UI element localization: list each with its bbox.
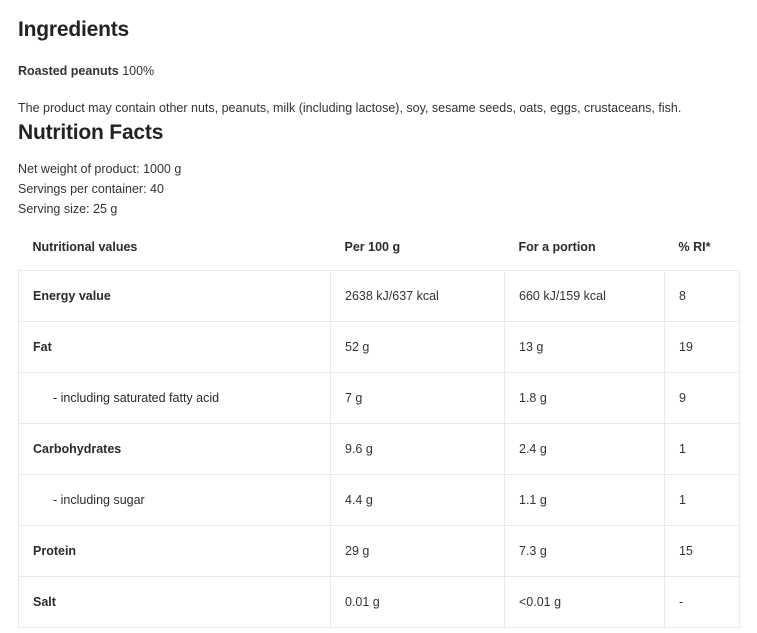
table-row [19,271,740,322]
table-row [19,475,740,526]
allergen-note: The product may contain other nuts, peanuts, milk (including lactose), soy, sesame seeds, oats, eggs, crustaceans, fish. [18,101,682,115]
column-header-ri: % RI* [678,240,711,254]
table-row [19,577,740,628]
row-ri: 15 [665,526,740,577]
row-ri: 1 [665,475,740,526]
row-portion: <0.01 g [505,577,665,628]
serving-size-line: Serving size: 25 g [18,202,118,216]
row-ri: 1 [665,424,740,475]
row-label: Carbohydrates [19,424,331,475]
main-ingredient-name: Roasted peanuts [18,64,119,78]
row-ri: - [665,577,740,628]
column-header-per-100g: Per 100 g [344,240,401,254]
row-label: Fat [19,322,331,373]
nutrition-meta [18,162,739,216]
row-portion: 7.3 g [505,526,665,577]
column-header-for-a-portion: For a portion [518,240,596,254]
row-portion: 13 g [505,322,665,373]
table-row [19,373,740,424]
table-header-row [19,231,740,271]
row-label: Salt [19,577,331,628]
table-row [19,526,740,577]
row-label: - including saturated fatty acid [19,373,331,424]
row-label: Energy value [19,271,331,322]
row-per-100g: 0.01 g [331,577,505,628]
row-portion: 1.8 g [505,373,665,424]
row-ri: 8 [665,271,740,322]
row-portion: 660 kJ/159 kcal [505,271,665,322]
table-row [19,322,740,373]
row-portion: 1.1 g [505,475,665,526]
main-ingredient-percent: 100% [122,64,155,78]
row-per-100g: 4.4 g [331,475,505,526]
net-weight-line: Net weight of product: 1000 g [18,162,182,176]
ingredients-heading: Ingredients [18,18,129,41]
row-per-100g: 52 g [331,322,505,373]
ingredients-list [18,64,739,78]
row-per-100g: 29 g [331,526,505,577]
table-row [19,424,740,475]
row-per-100g: 7 g [331,373,505,424]
servings-per-container-line: Servings per container: 40 [18,182,164,196]
row-portion: 2.4 g [505,424,665,475]
nutrition-table [18,231,740,628]
row-label: Protein [19,526,331,577]
row-per-100g: 2638 kJ/637 kcal [331,271,505,322]
column-header-nutritional-values: Nutritional values [32,240,138,254]
nutrition-facts-heading: Nutrition Facts [18,121,164,144]
row-label: - including sugar [19,475,331,526]
row-ri: 19 [665,322,740,373]
row-ri: 9 [665,373,740,424]
row-per-100g: 9.6 g [331,424,505,475]
